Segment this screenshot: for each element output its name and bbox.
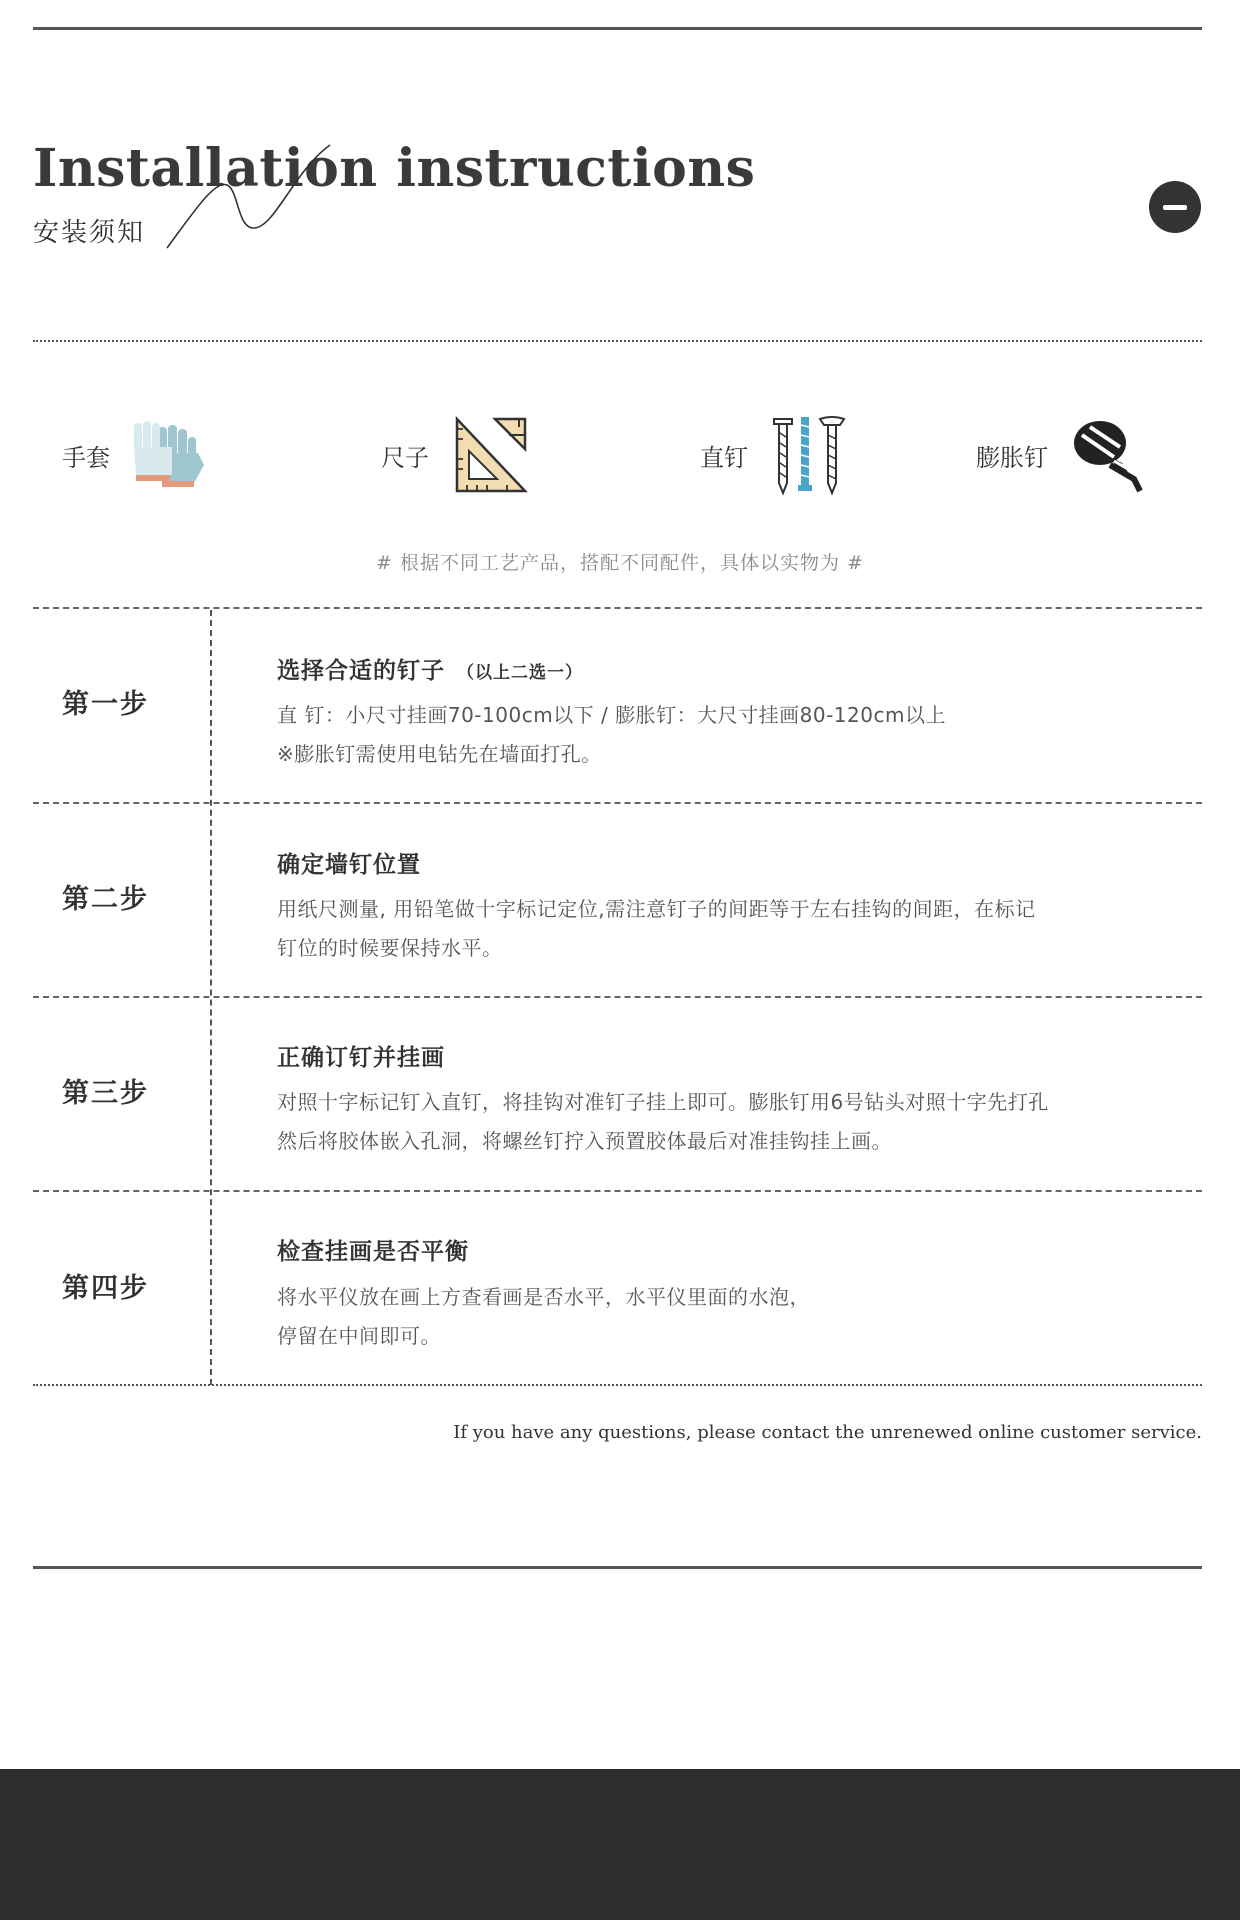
tool-label: 膨胀钉 (976, 443, 1048, 472)
table-bottom-border (33, 1384, 1202, 1386)
step-title (277, 1233, 469, 1266)
step-title (277, 1039, 445, 1072)
expansion-screw-icon (1070, 415, 1146, 495)
step-label: 第三步 (62, 1078, 149, 1109)
page-subtitle: 安装须知 (33, 218, 146, 248)
table-row-divider (33, 996, 1202, 998)
footer-band (0, 1769, 1240, 1920)
step-label: 第四步 (62, 1273, 149, 1304)
accessories-note: # 根据不同工艺产品，搭配不同配件，具体以实物为 # (376, 552, 864, 574)
tool-ruler (381, 415, 531, 495)
contact-note: If you have any questions, please contact the unrenewed online customer service. (453, 1422, 1202, 1443)
tool-gloves (62, 415, 208, 495)
step-title-text: 确定墙钉位置 (277, 852, 421, 878)
tool-expansion-screw (976, 415, 1146, 495)
step-description-line: 对照十字标记钉入直钉，将挂钩对准钉子挂上即可。膨胀钉用6号钻头对照十字先打孔 (277, 1090, 1049, 1114)
step-title-note: （以上二选一） (457, 663, 583, 683)
table-row-divider (33, 802, 1202, 804)
step-description-line: 将水平仪放在画上方查看画是否水平，水平仪里面的水泡， (277, 1285, 810, 1309)
nails-icon (770, 413, 850, 497)
tool-label: 尺子 (381, 443, 429, 472)
step-title-text: 正确订钉并挂画 (277, 1045, 445, 1071)
tool-label: 手套 (62, 443, 110, 472)
step-description-line: 用纸尺测量, 用铅笔做十字标记定位,需注意钉子的间距等于左右挂钩的间距，在标记 (277, 897, 1036, 921)
step-label: 第一步 (62, 689, 149, 720)
step-description-line: 钉位的时候要保持水平。 (277, 936, 503, 960)
ruler-icon (451, 415, 531, 495)
bottom-divider (33, 1566, 1202, 1569)
step-description-line: ※膨胀钉需使用电钻先在墙面打孔。 (277, 742, 602, 766)
tool-label: 直钉 (700, 443, 748, 472)
step-description-line: 直 钉：小尺寸挂画70-100cm以下 / 膨胀钉：大尺寸挂画80-120cm以上 (277, 703, 946, 727)
step-title-text: 检查挂画是否平衡 (277, 1239, 469, 1265)
collapse-button[interactable] (1149, 181, 1201, 233)
tool-nails (700, 415, 850, 495)
table-top-border (33, 607, 1202, 609)
step-title-text: 选择合适的钉子 (277, 658, 445, 684)
step-title (277, 846, 421, 879)
top-divider (33, 27, 1202, 30)
section-divider (33, 340, 1202, 342)
page-title: Installation instructions (33, 138, 756, 199)
step-description-line: 停留在中间即可。 (277, 1324, 441, 1348)
step-label: 第二步 (62, 884, 149, 915)
table-column-divider (210, 610, 212, 1385)
table-row-divider (33, 1190, 1202, 1192)
gloves-icon (132, 417, 208, 493)
step-description-line: 然后将胶体嵌入孔洞，将螺丝钉拧入预置胶体最后对准挂钩挂上画。 (277, 1129, 892, 1153)
swoosh-decoration (155, 140, 335, 250)
step-title (277, 652, 583, 685)
